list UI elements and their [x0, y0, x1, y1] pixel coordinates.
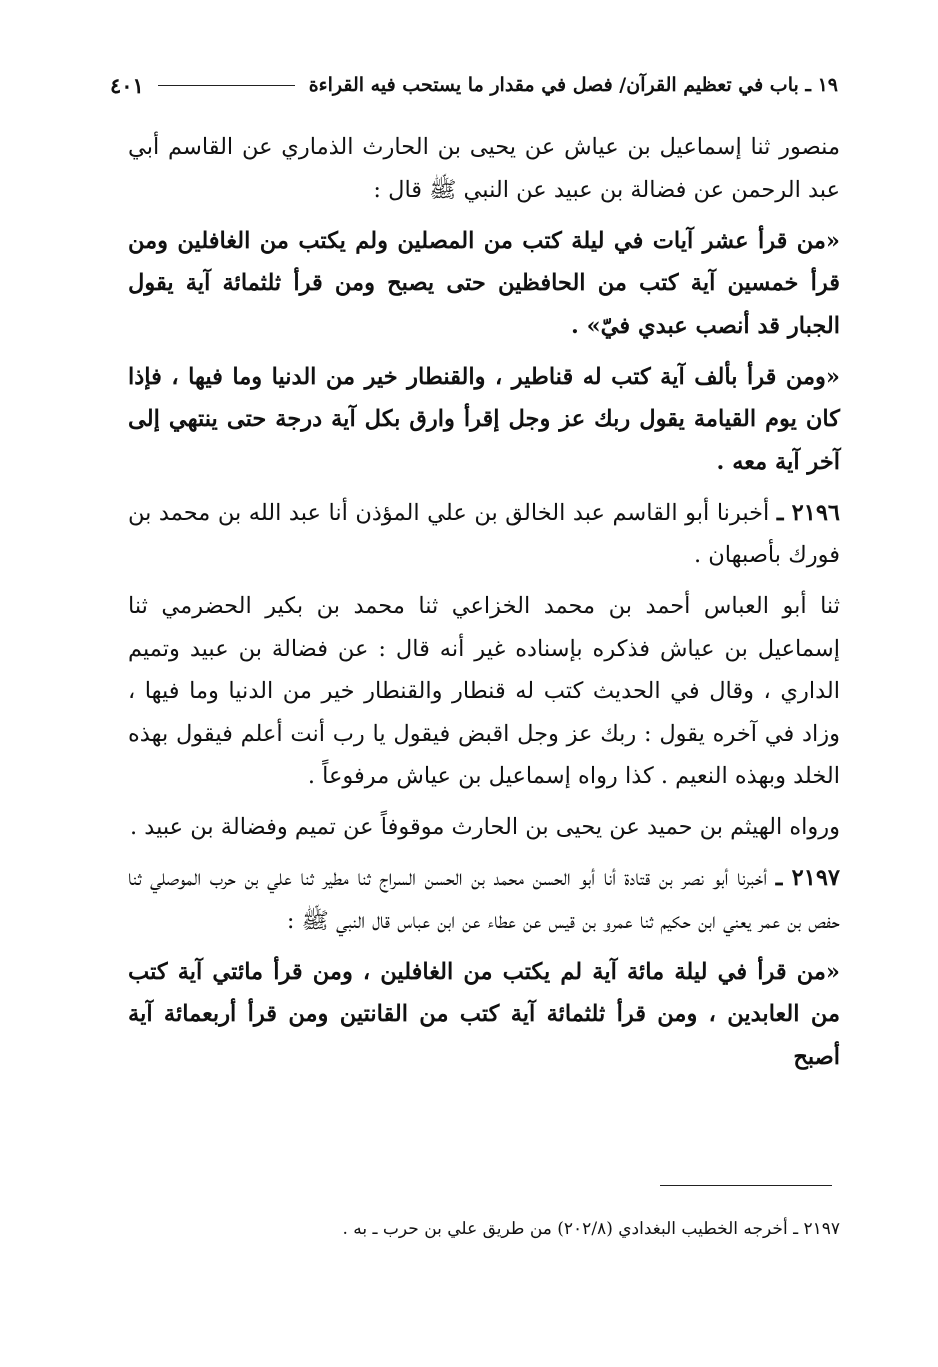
paragraph-commentary: ثنا أبو العباس أحمد بن محمد الخزاعي ثنا محمد بن بكير الحضرمي ثنا إسماعيل بن عياش فذكره بإسناده غير أنه قال : عن فضالة بن عبيد وتميم الداري ، وقال في الحديث كتب له قنطار والقنطار خير من الدنيا وما فيها ، وزاد في آخره يقول : ربك عز وجل اقبض فيقول يا رب أنت أعلم فيقول بهذه الخلد وبهذه النعيم . كذا رواه إسماعيل بن عياش مرفوعاً .: [128, 593, 840, 789]
paragraph-isnad-continuation: منصور ثنا إسماعيل بن عياش عن يحيى بن الحارث الذماري عن القاسم أبي عبد الرحمن عن فضالة بن عبيد عن النبي ﷺ قال :: [128, 134, 840, 203]
hadith-number: ٢١٩٦ ـ: [776, 499, 840, 526]
running-header: [110, 70, 838, 100]
footnote-divider: [660, 1185, 832, 1186]
chapter-title: ١٩ ـ باب في تعظيم القرآن/ فصل في مقدار ما يستحب فيه القراءة: [308, 74, 838, 96]
hadith-isnad: أخبرنا أبو القاسم عبد الخالق بن علي المؤذن أنا عبد الله بن محمد بن فورك بأصبهان .: [128, 499, 840, 568]
paragraph-hadith-text: «من قرأ في ليلة مائة آية لم يكتب من الغافلين ، ومن قرأ مائتي آية كتب من العابدين ، ومن قرأ ثلثمائة آية كتب من القانتين ومن قرأ أربعمائة آية أصبح: [128, 958, 840, 1070]
paragraph-commentary: ورواه الهيثم بن حميد عن يحيى بن الحارث موقوفاً عن تميم وفضالة بن عبيد .: [129, 814, 840, 840]
header-rule: [158, 85, 295, 86]
main-text: [128, 126, 840, 1087]
page-number: ٤٠١: [110, 72, 144, 98]
paragraph-hadith-2196: [128, 492, 840, 577]
paragraph-hadith-text: «من قرأ عشر آيات في ليلة كتب من المصلين ولم يكتب من الغافلين ومن قرأ خمسين آية كتب من الحافظين حتى يصبح ومن قرأ ثلثمائة آية يقول الجبار قد أنصب عبدي فيّ» .: [128, 227, 840, 339]
paragraph-hadith-2197: [128, 857, 840, 942]
footnote: ٢١٩٧ ـ أخرجه الخطيب البغدادي (٢٠٢/٨) من طريق علي بن حرب ـ به .: [342, 1219, 840, 1239]
hadith-number: ٢١٩٧ ـ: [775, 865, 840, 891]
paragraph-hadith-text: «ومن قرأ بألف آية كتب له قناطير ، والقنطار خير من الدنيا وما فيها ، فإذا كان يوم القيامة يقول ربك عز وجل إقرأ وارق بكل آية درجة حتى ينتهي إلى آخر آية معه .: [128, 363, 840, 475]
hadith-isnad: أخبرنا أبو نصر بن قتادة أنا أبو الحسن محمد بن الحسن السراج ثنا مطير ثنا علي بن حرب الموصلي ثنا حفص بن عمر يعني ابن حكيم ثنا عمرو بن قيس عن عطاء عن ابن عباس قال النبي ﷺ :: [128, 865, 840, 934]
